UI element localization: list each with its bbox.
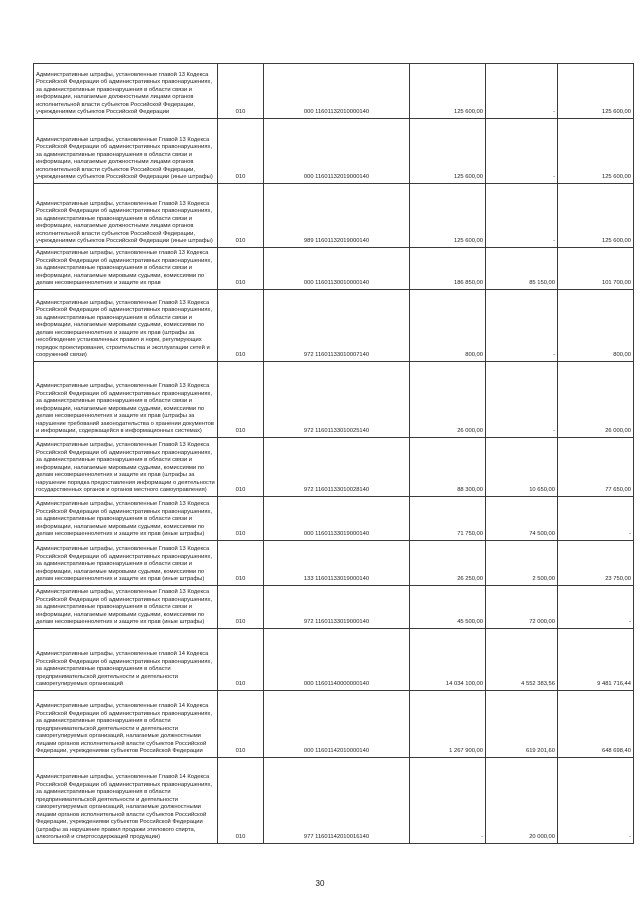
row-name: Административные штрафы, установленные главой 13 Кодекса Российской Федерации об административных правонарушениях, за административные правонарушения в области связи и информации, налагаемые мировыми судьями, комиссиями по делам несовершеннолетних и защите их прав [34,248,218,290]
row-classification-code: 133 11601133019000140 [264,541,410,586]
row-amount-executed: - [486,64,558,119]
table-row [34,541,634,586]
row-amount-approved: 45 500,00 [410,586,486,629]
row-amount-executed: 72 000,00 [486,586,558,629]
row-amount-unexecuted: 9 481 716,44 [558,629,634,691]
row-amount-executed: 2 500,00 [486,541,558,586]
row-amount-executed: 619 201,60 [486,691,558,758]
row-line-code: 010 [218,758,264,844]
row-classification-code: 977 11601142010016140 [264,758,410,844]
row-name: Административные штрафы, установленные Главой 13 Кодекса Российской Федерации об административных правонарушениях, за административные правонарушения в области связи и информации, налагаемые мировыми судьями, комиссиями по делам несовершеннолетних и защите их прав (штрафы за несоблюдение установленных правил и норм, регулирующих порядок проектирования, строительства и эксплуатации сетей и сооружений связи) [34,290,218,362]
row-name: Административные штрафы, установленные Главой 13 Кодекса Российской Федерации об административных правонарушениях, за административные правонарушения в области связи и информации, налагаемые мировыми судьями, комиссиями по делам несовершеннолетних и защите их прав (штрафы за нарушение порядка предоставления информации о деятельности государственных органов и органов местного самоуправления) [34,438,218,497]
row-name: Административные штрафы, установленные Главой 13 Кодекса Российской Федерации об административных правонарушениях, за административные правонарушения в области связи и информации, налагаемые мировыми судьями, комиссиями по делам несовершеннолетних и защите их прав (иные штрафы) [34,586,218,629]
row-amount-unexecuted: 77 650,00 [558,438,634,497]
row-classification-code: 972 11601133010025140 [264,362,410,438]
row-classification-code: 972 11601133010007140 [264,290,410,362]
row-line-code: 010 [218,586,264,629]
row-line-code: 010 [218,64,264,119]
row-line-code: 010 [218,438,264,497]
row-amount-unexecuted: 101 700,00 [558,248,634,290]
row-classification-code: 989 11601132019000140 [264,184,410,248]
table-row [34,586,634,629]
table-row [34,438,634,497]
row-amount-executed: - [486,290,558,362]
row-name: Административные штрафы, установленные Главой 13 Кодекса Российской Федерации об административных правонарушениях, за административные правонарушения в области связи и информации, налагаемые мировыми судьями, комиссиями по делам несовершеннолетних и защите их прав (иные штрафы) [34,541,218,586]
row-line-code: 010 [218,691,264,758]
table-row [34,64,634,119]
row-amount-executed: 85 150,00 [486,248,558,290]
row-amount-approved: 26 000,00 [410,362,486,438]
row-name: Административные штрафы, установленные главой 14 Кодекса Российской Федерации об административных правонарушениях, за административные правонарушения в области предпринимательской деятельности и деятельности саморегулируемых организаций [34,629,218,691]
row-name: Административные штрафы, установленные Главой 13 Кодекса Российской Федерации об административных правонарушениях, за административные правонарушения в области связи и информации, налагаемые должностными лицами органов исполнительной власти субъектов Российской Федерации, учреждениями субъектов Российской Федерации (иные штрафы) [34,119,218,184]
row-classification-code: 000 11601142010000140 [264,691,410,758]
row-line-code: 010 [218,184,264,248]
row-amount-unexecuted: 648 698,40 [558,691,634,758]
row-line-code: 010 [218,629,264,691]
row-classification-code: 000 11601133019000140 [264,497,410,541]
row-amount-approved: 14 034 100,00 [410,629,486,691]
row-amount-unexecuted: 800,00 [558,290,634,362]
table-row [34,758,634,844]
row-amount-executed: - [486,119,558,184]
row-name: Административные штрафы, установленные главой 13 Кодекса Российской Федерации об административных правонарушениях, за административные правонарушения в области связи и информации, налагаемые должностными лицами органов исполнительной власти субъектов Российской Федерации, учреждениями субъектов Российской Федерации [34,64,218,119]
row-name: Административные штрафы, установленные Главой 13 Кодекса Российской Федерации об административных правонарушениях, за административные правонарушения в области связи и информации, налагаемые мировыми судьями, комиссиями по делам несовершеннолетних и защите их прав (штрафы за нарушение требований законодательства о хранении документов и информации, содержащейся в информационных системах) [34,362,218,438]
row-amount-approved: 186 850,00 [410,248,486,290]
row-amount-executed: 20 000,00 [486,758,558,844]
row-amount-unexecuted: 125 600,00 [558,119,634,184]
row-amount-unexecuted: 125 600,00 [558,184,634,248]
row-amount-approved: 125 600,00 [410,119,486,184]
table-row [34,629,634,691]
row-amount-approved: 125 600,00 [410,184,486,248]
table-row [34,119,634,184]
row-line-code: 010 [218,541,264,586]
row-amount-approved: 800,00 [410,290,486,362]
row-amount-unexecuted: 26 000,00 [558,362,634,438]
table-row [34,497,634,541]
table-row [34,362,634,438]
table-row [34,290,634,362]
row-classification-code: 000 11601140000000140 [264,629,410,691]
row-classification-code: 000 11601132010000140 [264,64,410,119]
row-amount-approved: 88 300,00 [410,438,486,497]
row-classification-code: 000 11601130010000140 [264,248,410,290]
row-amount-unexecuted: - [558,497,634,541]
row-name: Административные штрафы, установленные Главой 14 Кодекса Российской Федерации об административных правонарушениях, за административные правонарушения в области предпринимательской деятельности и деятельности саморегулируемых организаций, налагаемые должностными лицами органов исполнительной власти субъектов Российской Федерации, учреждениями субъектов Российской Федерации (штрафы за нарушение правил продажи этилового спирта, алкогольной и спиртосодержащей продукции) [34,758,218,844]
report-table-body [34,64,634,844]
row-line-code: 010 [218,290,264,362]
page-number: 30 [315,879,325,888]
row-amount-unexecuted: 125 600,00 [558,64,634,119]
row-amount-approved: 125 600,00 [410,64,486,119]
row-line-code: 010 [218,248,264,290]
row-amount-approved: - [410,758,486,844]
row-amount-approved: 26 250,00 [410,541,486,586]
row-amount-executed: 4 552 383,56 [486,629,558,691]
table-row [34,248,634,290]
row-amount-unexecuted: - [558,586,634,629]
row-name: Административные штрафы, установленные Главой 13 Кодекса Российской Федерации об административных правонарушениях, за административные правонарушения в области связи и информации, налагаемые мировыми судьями, комиссиями по делам несовершеннолетних и защите их прав (иные штрафы) [34,497,218,541]
row-line-code: 010 [218,119,264,184]
row-classification-code: 972 11601133010028140 [264,438,410,497]
row-classification-code: 972 11601133019000140 [264,586,410,629]
row-amount-approved: 1 267 900,00 [410,691,486,758]
row-amount-executed: 10 650,00 [486,438,558,497]
row-name: Административные штрафы, установленные главой 14 Кодекса Российской Федерации об административных правонарушениях, за административные правонарушения в области предпринимательской деятельности и деятельности саморегулируемых организаций, налагаемые должностными лицами органов исполнительной власти субъектов Российской Федерации, учреждениями субъектов Российской Федерации [34,691,218,758]
row-line-code: 010 [218,362,264,438]
row-amount-executed: - [486,362,558,438]
row-amount-approved: 71 750,00 [410,497,486,541]
report-table [33,63,634,844]
row-amount-unexecuted: - [558,758,634,844]
row-amount-unexecuted: 23 750,00 [558,541,634,586]
table-row [34,691,634,758]
row-line-code: 010 [218,497,264,541]
row-name: Административные штрафы, установленные Главой 13 Кодекса Российской Федерации об административных правонарушениях, за административные правонарушения в области связи и информации, налагаемые должностными лицами органов исполнительной власти субъектов Российской Федерации, учреждениями субъектов Российской Федерации (иные штрафы) [34,184,218,248]
row-classification-code: 000 11601132019000140 [264,119,410,184]
table-row [34,184,634,248]
row-amount-executed: 74 500,00 [486,497,558,541]
row-amount-executed: - [486,184,558,248]
